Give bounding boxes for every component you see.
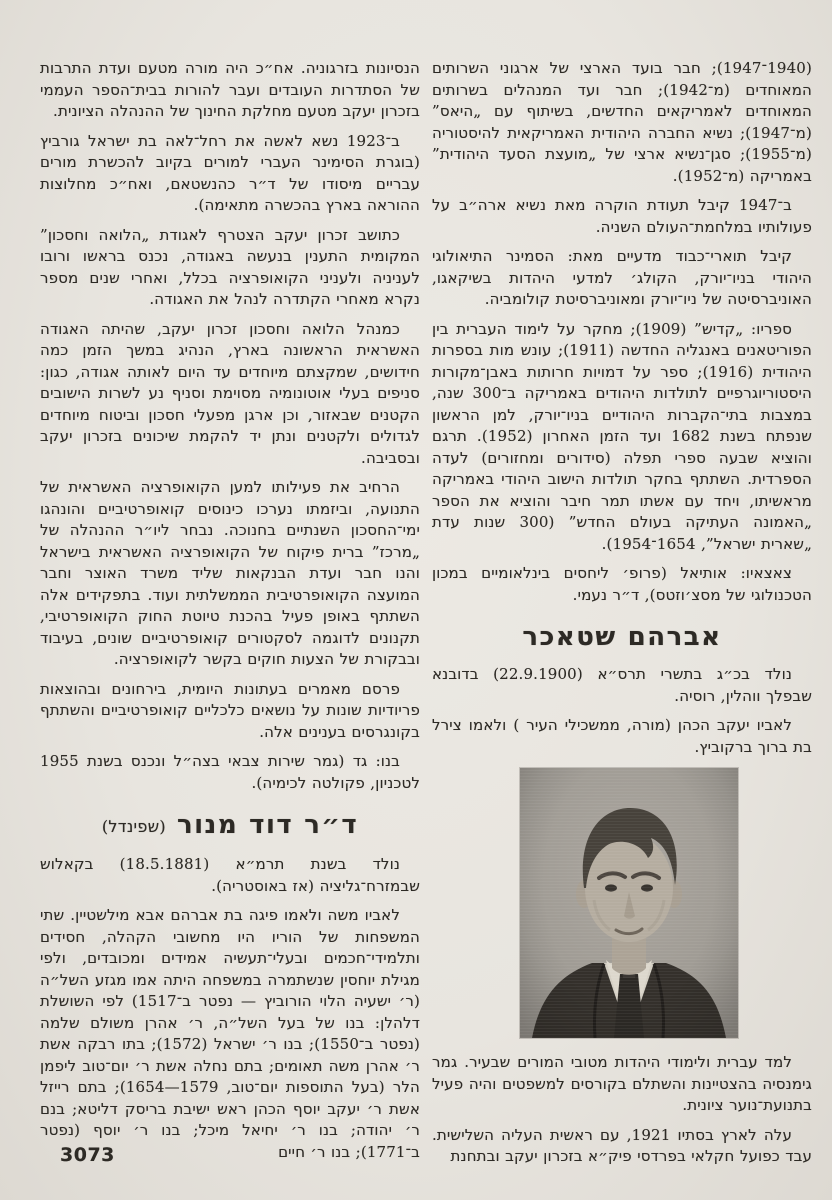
paragraph: צאצאיו: אותיאל (פרופ׳ ליחסים בינלאומיים במכון הטכנולוגי של מסצ׳וזטס), ד״ר נעמי.: [432, 564, 812, 604]
entry-title-text: ד״ר דוד מנור: [176, 810, 359, 840]
entry-title-manor: [40, 810, 420, 842]
left-column: [40, 58, 420, 1171]
paragraph: לאביו יעקב הכהן (מורה, ממשכילי העיר ) ולאמו צירל בת ברוך ברקוביץ.: [432, 716, 812, 756]
paragraph: הרחיב את פעילותו למען הקואופרציה האשראית של התנועה, וביזמתו נערכו כינוסים קואופרטיביים והונהגו ימי־החסכון השנתיים בחנוכה. נבחר ליו״ר ההנהלה של „מרכז” ברית פיקוח של הקואופרציה האשראית בישראל והנו חבר ועדת הבנקאות שליד משרד האוצר וחבר המועצה הקואופרטיבית הממשלתית ועוד. בתפקידים אלה השתתף באופן פעיל בהכנת טיוטת החוק הקואופרטיבי, תקנונים לדוגמה לסקטורים קואופרטיביים שונים, בעיבוד ובבקורת של הצעות חוקים בקשר לקואופרציה.: [40, 478, 420, 668]
paragraph: ב־1947 קיבל תעודת הוקרה מאת נשיא ארה״ב על פעולותיו במלחמת־העולם השניה.: [432, 196, 812, 236]
paragraph: נולד בשנת תרמ״א (18.5.1881) בקאלוש שבמזרח־גליציה (אז באוסטריה).: [40, 855, 420, 895]
page-number: 3073: [60, 1144, 115, 1166]
paragraph: לאביו משה ולאמו פיגה בת אברהם אבא מילשטיין. שתי המשפחות של הוריו היו מחשובי הקהלה, חסידים ותלמידי־חכמים ובעלי־תעשיה אמידים ומכובדים, ולפי מגילת יוחסין שנשתמרה במשפחה היתה אמו מגזע השל״ה (ר׳ ישעיה הלוי הורוביץ — נפטר ב־1517) לפי השושלת דלהלן: בנו של בעל השל״ה, ר׳ אהרן משולם שלמה (נפטר ב־1550); בנו ר׳ ישראל (1572); בתו רבקה אשת ר׳ אהרן משה תאומים; בתם נחלה אשת ר׳ יום־טוב ליפמן הלר (בעל התוספות יום־טוב, 1579—1654); בתם רייזל אשת ר׳ יעקב יוסף הכהן ראש ישיבת בריסק דליטא; בנם ר׳ יהודה; בנו ר׳ יחיאל מיכל; בנו ר׳ יוסף (נפטר ב־1771); בנו ר׳ חיים: [40, 906, 421, 1161]
portrait-illustration: [520, 768, 738, 1038]
paragraph: למד עברית ולימודי היהדות מטובי המורים שבעיר. גמר גימנסיה בהצטיינות והשתלם בקורסים למשפטים והיה פעיל בתנועת־נוער ציונית.: [432, 1053, 812, 1114]
portrait-photo: [520, 768, 738, 1038]
paragraph: עלה לארץ בסתיו 1921, עם ראשית העליה השלישית. עבד כפועל חקלאי בפרדסי פיק״א בזכרון יעקב ובתחנת: [432, 1125, 812, 1165]
paragraph: הנסיונות בזרגוניה. אח״כ היה מורה מטעם ועדת התרבות של הסתדרות העובדים ועבר להורות בבית־הספר העממי בזכרון יעקב מטעם מחלקת החינוך של ההנהלה הציונית.: [40, 59, 420, 120]
paragraph: בנו: גד (גמר שירות צבאי בצה״ל ונכנס בשנת 1955 לטכניון, פקולטה לכימיה).: [40, 752, 420, 792]
right-column: [432, 58, 812, 1176]
paragraph: כמנהל הלואה וחסכון זכרון יעקב, שהיתה האגודה האשראית הראשונה בארץ, הנהיג במשך הזמן כמה חידושים, שמקצתם מיוחדים עד היום לאותה אגודה, כגון: סניפים בעלי אוטונומיה מסוימת וסניף נע לשרות הישובים הקטנים שבאזור, וכן ארגן מפעלי חסכון וביטוח מיוחדים לגדולים ולקטנים ונתן יד להקמת שיכונים בזכרון יעקב ובסביבה.: [40, 319, 420, 467]
paragraph: נולד בכ״ג בתשרי תרס״א (22.9.1900) בדובנא שבפלך ווהלין, רוסיה.: [432, 665, 812, 705]
paragraph: פרסם מאמרים בעתונות היומית, בירחונים ובהוצאות פריודיות שונות על נושאים כלכליים קואופרטיביים והשתתף בקונגרסים בענינים אלה.: [40, 679, 420, 741]
paragraph: (1940־1947); חבר בועד הארצי של ארגוני השרותים המאוחדים (מ־1942); חבר ועד המנהלים בשרותים המאוחדים לאמריקאים החדשים, בשיתוף עם „היאס” (מ־1947); נשיא החברה היהודית האמריקאית להיסטוריה (מ־1955); סגן־נשיא ארצי של „מועצת הסעד היהודית” באמריקה (מ־1952).: [432, 59, 812, 185]
entry-title-suffix: (שפינדל): [101, 817, 166, 836]
entry-title-text: אברהם שטאכר: [522, 622, 722, 652]
paragraph: ב־1923 נשא לאשה את רחל־לאה בת ישראל גורביץ (בוגרת הסימינר העברי למורים בקיוב להכשרת מורים עבריים מיסודו של ד״ר כהנשטאם, ואח״כ מחלוצות ההוראה בארץ בהכשרה מתאימה).: [40, 131, 420, 214]
paragraph: כתושב זכרון יעקב הצטרף לאגודת „הלואה וחסכון” המקומית התענין בנעשה באגודה, נכנס בראשו ורובו לעניניה ולעניני הקואופרציה בכלל, ואחרי שנים מספר נקרא מאחרי הקתדרה לנהל את האגודה.: [40, 225, 420, 308]
paragraph: ספריו: „קדיש” (1909); מחקר על לימוד העברית בין הפוריטאנים באנגליה החדשה (1911); עונש מות בספרות היהודית (1916); ספר על דמויות חרותות באבן־מקורות היסטוריוגרפיים לתולדות היהודים באמריקה ב־300 שנה, במצבות בתי־הקברות היהודיים בניו־יורק, למן הראשון שנפתח בשנת 1682 ועד הזמן האחרון (1952). תרגם והוציא שבעה ספרי תפלה (סידורים ומחזורים) לעדה הספרדית. השתתף בחקר תולדות הישוב היהודי באמריקה מראשיתו, ויחד עם אשתו תמר חיבר והוציא את הספר „האמונה העתיקה בעולם החדש” (300 שנות עדת „שארית ישראל”, 1654־1954).: [432, 319, 813, 553]
entry-title-stacher: [432, 622, 812, 652]
paragraph: קיבל תוארי־כבוד מדעיים מאת: הסמינר התיאולוגי היהודי בניו־יורק, הקולג׳ למדעי היהדות בשיקאגו, האוניברסיטה של ניו־יורק ומאוניברסיטת קולומביה.: [432, 247, 812, 308]
